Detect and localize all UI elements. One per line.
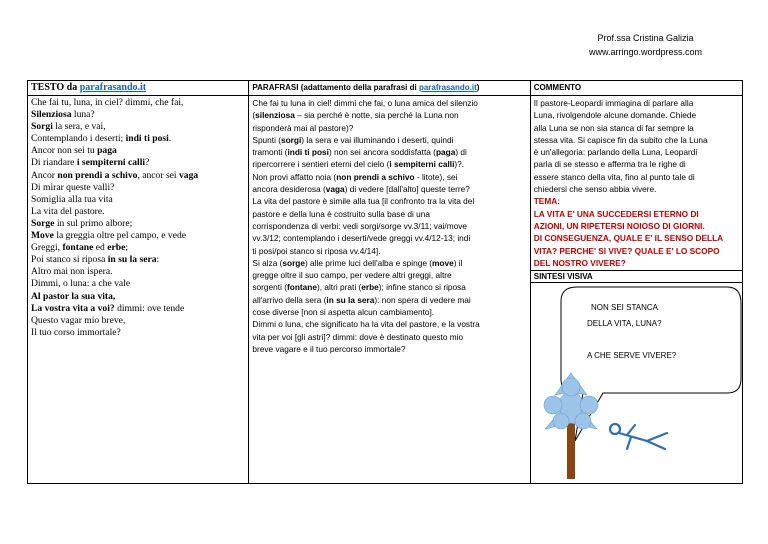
analysis-table (27, 80, 743, 484)
paraphrase-line (252, 183, 526, 195)
poem-line (31, 303, 245, 315)
poem-line-segment: La vita del pastore. (31, 205, 105, 217)
visual-summary-header: SINTESI VISIVA (530, 271, 742, 283)
paraphrase-line (252, 195, 526, 207)
poem-line-segment: luna? (71, 109, 95, 121)
poem-line-segment: Ancor non sei tu (31, 145, 98, 157)
poem-line (31, 182, 245, 194)
poem-line-segment: non prendi a schivo (57, 169, 138, 181)
paraphrase-line-segment: sorgi (281, 134, 302, 145)
poem-line-segment: Che fai tu, luna, in ciel? dimmi, che fai, (31, 97, 184, 108)
paraphrase-line (252, 122, 526, 134)
paraphrase-line (252, 281, 526, 293)
poem-line-segment: ? (145, 157, 150, 169)
comment-text (530, 96, 742, 271)
poem-line-segment: Ancor (31, 169, 58, 181)
poem-line (31, 230, 245, 242)
paraphrase-line-segment: indi ti posi (287, 147, 329, 158)
paraphrase-line (252, 220, 526, 232)
paraphrase-line-segment: Dimmi o luna, che significato ha la vita del pastore, e la vostra (252, 319, 480, 330)
poem-line-segment: Move (31, 230, 54, 242)
poem-line-segment: paga (97, 145, 117, 157)
poem-line (31, 278, 245, 290)
paraphrase-column-header: PARAFRASI (adattamento della parafrasi di parafrasando.it) (249, 81, 530, 96)
paraphrase-line-segment: ), altri prati ( (316, 282, 362, 293)
comment-line: essere stanco della vita, fino al punto tale di (533, 171, 695, 182)
comment-line: è un'allegoria: parlando della Luna, Leopardi (533, 147, 698, 158)
poem-line-segment: Di mirar queste valli? (31, 181, 115, 193)
poem-line (31, 97, 245, 109)
poem-line-segment: ed (93, 242, 108, 254)
paraphrase-line-segment: vaga (325, 184, 345, 195)
comment-body (534, 97, 739, 195)
paraphrase-line (252, 318, 526, 330)
poem-line (31, 291, 245, 303)
poem-line-segment: in sul primo albore; (54, 217, 133, 229)
paraphrase-line-segment: Che fai tu luna in ciel! dimmi che fai, o luna amica del silenzio (252, 98, 478, 108)
paraphrase-line-segment: ) di vedere [dall'alto] queste terre? (344, 184, 470, 195)
poem-line (31, 206, 245, 218)
paraphrase-source-link[interactable]: parafrasando.it (418, 83, 477, 92)
paraphrase-line (252, 208, 526, 220)
paraphrase-line-segment: ) alle prime luci dell'alba e spinge ( (304, 257, 433, 268)
poem-line-segment: erbe (107, 242, 126, 254)
paraphrase-line (252, 158, 526, 170)
paraphrase-line-segment: in su la sera (326, 294, 375, 305)
poem-line-segment: i sempiterni calli (76, 157, 146, 169)
paraphrase-line-segment: pastore e della luna è costruito sulla base di una (252, 208, 430, 219)
poem-line (31, 133, 245, 145)
poem-line-segment: Somiglia alla tua vita (31, 193, 113, 205)
paraphrase-line-segment: corrispondenza di verbi: vedi sorgi/sorge vv.3/11; vai/move (252, 220, 467, 231)
paraphrase-line (252, 146, 526, 158)
tema-line: AZIONI, UN RIPETERSI NOIOSO DI GIORNI. (533, 220, 705, 231)
poem-line-segment: : (156, 254, 160, 266)
poem-line (31, 109, 245, 121)
paraphrase-text (249, 96, 530, 484)
tema-label: TEMA: (533, 196, 561, 207)
paraphrase-line-segment: ): non spera di vedere mai (374, 294, 471, 305)
paraphrase-line-segment: move (432, 257, 454, 268)
poem-line-segment: ; (125, 242, 129, 254)
paraphrase-line (252, 134, 526, 146)
paraphrase-line (252, 245, 526, 257)
paraphrase-line-segment: Si alza ( (252, 257, 283, 268)
bubble-line-1: NON SEI STANCA (590, 303, 658, 313)
poem-line-segment: La vostra vita a voi? (31, 302, 115, 314)
paraphrase-line-segment: Non provi affatto noia ( (252, 171, 337, 182)
poem-line-segment: Di riandare (31, 157, 77, 169)
tema-line: LA VITA E' UNA SUCCEDERSI ETERNO DI (533, 208, 699, 219)
poem-line-segment: vaga (179, 169, 199, 181)
poem-line-segment: Questo vagar mio breve, (31, 314, 126, 326)
paraphrase-line (252, 109, 526, 121)
paraphrase-line (252, 232, 526, 244)
paraphrase-line-segment: )?. (454, 159, 465, 170)
comment-line: chiedersi che senso abbia vivere. (533, 184, 657, 195)
lying-figure-icon (610, 424, 667, 449)
poem-line-segment: indi ti posi (125, 133, 169, 145)
poem-line-segment: Al pastor la sua vita, (31, 290, 116, 302)
paraphrase-line-segment: vita per voi [gli astri]? dimmi: dove è destinato questo mio (252, 331, 464, 342)
poem-line-segment: Sorgi (31, 121, 53, 133)
paraphrase-line (252, 269, 526, 281)
paraphrase-line-segment: risponderà mai al pastore)? (252, 122, 354, 133)
paraphrase-line-segment: ) il (453, 257, 463, 268)
paraphrase-line-segment: all'arrivo della sera ( (252, 294, 327, 305)
poem-line-segment: in su la sera (107, 254, 157, 266)
paraphrase-line (252, 331, 526, 343)
paraphrase-line-segment: gregge oltre il suo campo, per vedere altri greggi, altre (252, 270, 452, 281)
paraphrase-line-segment: sorge (282, 257, 305, 268)
visual-summary-drawing (531, 283, 746, 483)
poem-line (31, 170, 245, 182)
poem-line (31, 145, 245, 157)
poem-line (31, 254, 245, 266)
poem-line-segment: Greggi, (31, 242, 63, 254)
paraphrase-line-segment: vv.3/12; contemplando i deserti/vede greggi vv.4/12-13; indi (252, 233, 471, 244)
poem-line (31, 218, 245, 230)
poem-line-segment: la sera, e vai, (52, 121, 106, 133)
poem-line-segment: la greggia oltre pel campo, e vede (53, 230, 187, 242)
tema-line: DI CONSEGUENZA, QUALE E' IL SENSO DELLA (533, 233, 724, 244)
poem-text (28, 96, 249, 484)
poem-line (31, 157, 245, 169)
paraphrase-line-segment: ) la sera e vai illuminando i deserti, quindi (301, 134, 454, 145)
paraphrase-line-segment: erbe (361, 282, 379, 293)
paraphrase-line-segment: – sia perché è notte, sia perché la Luna non (294, 110, 459, 121)
bubble-line-3: A CHE SERVE VIVERE? (586, 351, 676, 361)
paraphrase-line-segment: ripercorrere i sentieri eterni del cielo ( (252, 159, 390, 170)
paraphrase-line-segment: Spunti ( (252, 134, 281, 145)
author-header (589, 31, 702, 59)
paraphrase-line-segment: ti posi/poi stanco si riposa vv.4/14]. (252, 245, 381, 256)
paraphrase-line (252, 306, 526, 318)
paraphrase-line (252, 343, 526, 355)
author-website: www.arringo.wordpress.com (588, 47, 702, 57)
poem-line-segment: , ancor sei (137, 169, 179, 181)
paraphrase-line-segment: cose diverse [non si aspetta alcun cambiamento]. (252, 307, 435, 318)
poem-line (31, 121, 245, 133)
comment-line: stessa vita. Si capisce fin da subito che la Luna (533, 134, 708, 145)
poem-line-segment: dimmi: ove tende (114, 302, 185, 314)
visual-summary (530, 283, 742, 484)
poem-line (31, 194, 245, 206)
text-column-header: TESTO da parafrasando.it (28, 81, 249, 96)
comment-column-header: COMMENTO (530, 81, 742, 96)
comment-line: alla Luna se non sia stanca di far sempre la (533, 122, 694, 133)
paraphrase-line-segment: ( (252, 110, 256, 121)
poem-line-segment: Silenziosa (31, 109, 72, 121)
comment-line: Il pastore-Leopardi immagina di parlare alla (533, 98, 694, 108)
poem-line-segment: Poi stanco si riposa (31, 254, 108, 266)
paraphrase-line-segment: tramonti ( (252, 147, 288, 158)
comment-line: parla di se stesso e afferma tra le righe di (533, 159, 686, 170)
tema-line: DEL NOSTRO VIVERE? (533, 257, 626, 268)
author-name: Prof.ssa Cristina Galizia (597, 33, 694, 43)
poem-line (31, 266, 245, 278)
paraphrase-line-segment: ancora desiderosa ( (252, 184, 326, 195)
bubble-line-2: DELLA VITA, LUNA? (586, 319, 662, 329)
text-source-link[interactable]: parafrasando.it (79, 82, 147, 93)
paraphrase-line-segment: fontane (287, 282, 317, 293)
paraphrase-line (252, 171, 526, 183)
poem-line-segment: Altro mai non ispera. (31, 266, 113, 278)
paraphrase-line-segment: silenziosa (255, 110, 295, 121)
paraphrase-line (252, 257, 526, 269)
poem-line-segment: Sorge (31, 217, 55, 229)
poem-line (31, 242, 245, 254)
paraphrase-line-segment: non prendi a schivo (336, 171, 415, 182)
paraphrase-line-segment: ) di (455, 147, 467, 158)
paraphrase-line-segment: breve vagare e il tuo percorso immortale? (252, 343, 406, 354)
comment-line: Luna, rivolgendole alcune domande. Chiede (533, 110, 697, 121)
paraphrase-line (252, 294, 526, 306)
poem-line (31, 327, 245, 339)
poem-line-segment: fontane (62, 242, 94, 254)
poem-line-segment: Il tuo corso immortale? (31, 326, 121, 338)
poem-line-segment: Contemplando i deserti; (31, 133, 126, 145)
poem-line-segment: . (168, 133, 172, 145)
poem-line (31, 315, 245, 327)
paraphrase-line-segment: i sempiterni calli (389, 159, 455, 170)
poem-line-segment: Dimmi, o luna: a che vale (31, 278, 131, 290)
paraphrase-line-segment: La vita del pastore è simile alla tua [il confronto tra la vita del (252, 196, 475, 207)
paraphrase-line-segment: sorgenti ( (252, 282, 287, 293)
paraphrase-line-segment: ) non sei ancora soddisfatta ( (328, 147, 436, 158)
paraphrase-line-segment: - litote), sei (414, 171, 458, 182)
tema-text (534, 208, 739, 269)
paraphrase-line (252, 97, 526, 109)
tema-line: VITA? PERCHE' SI VIVE? QUALE E' LO SCOPO (533, 245, 720, 256)
paraphrase-line-segment: paga (435, 147, 456, 158)
paraphrase-line-segment: ); infine stanco si riposa (378, 282, 466, 293)
